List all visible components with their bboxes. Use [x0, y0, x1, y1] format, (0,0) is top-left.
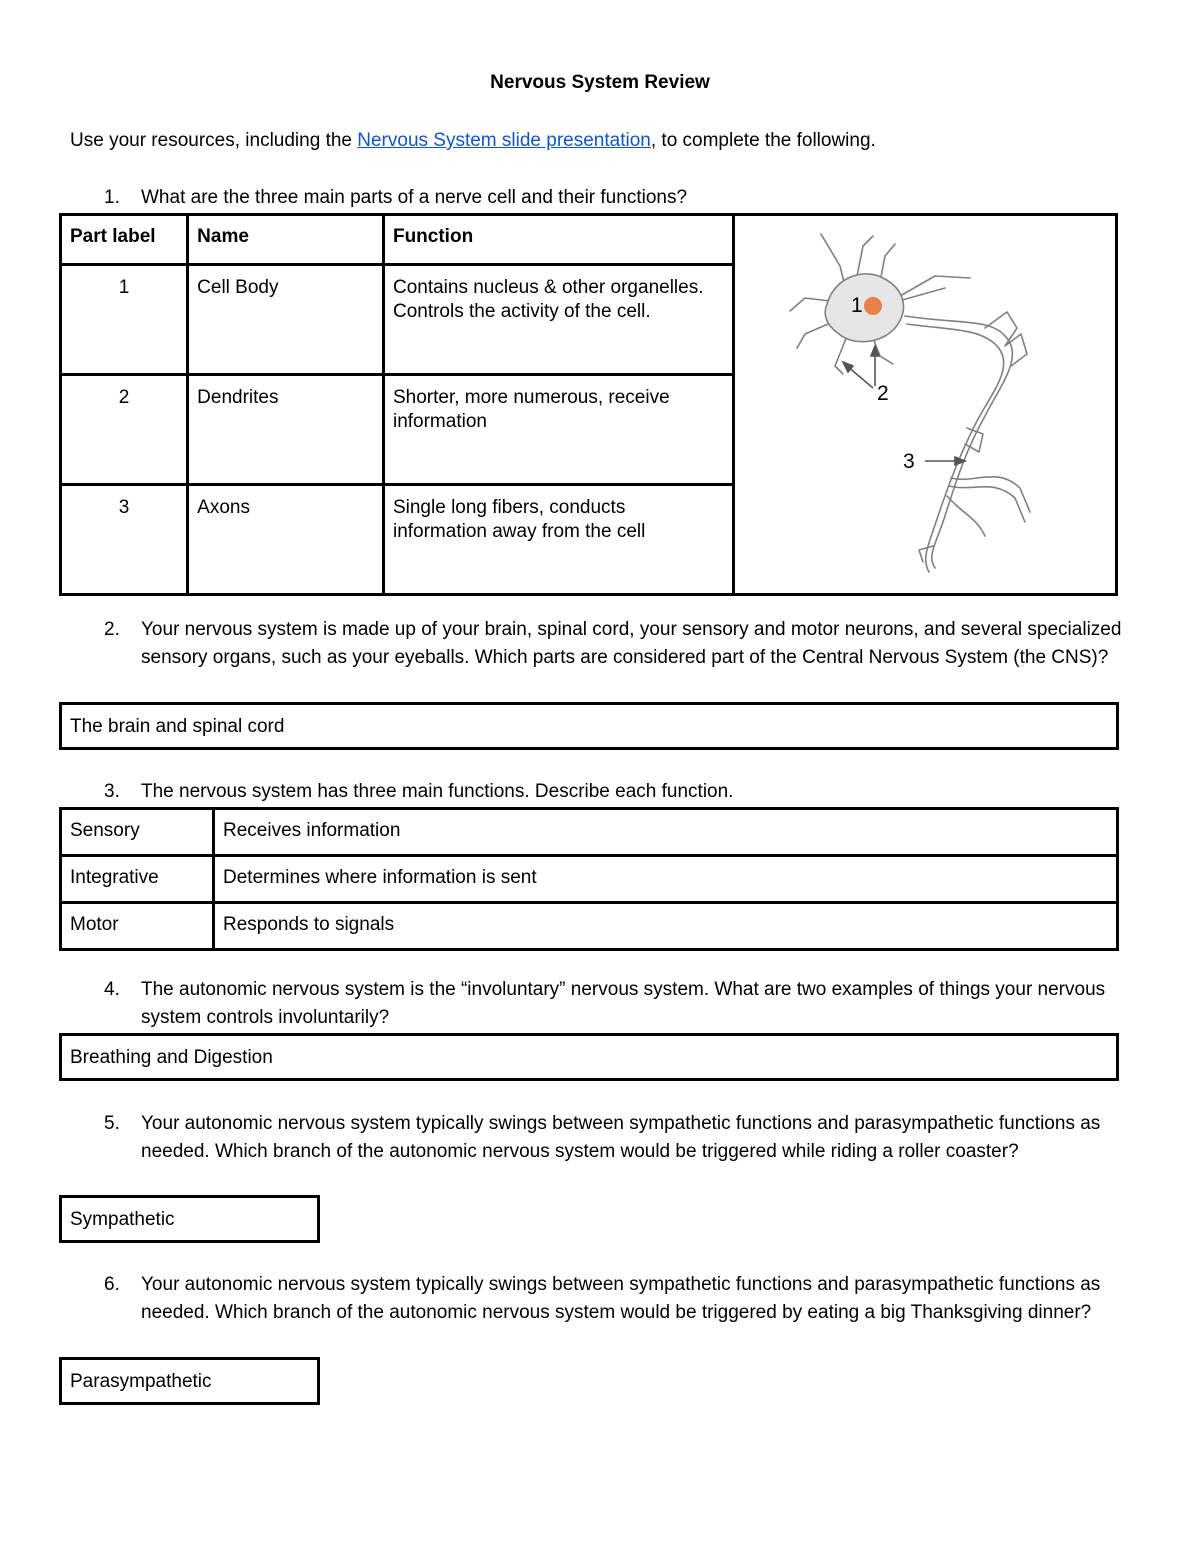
question-number: 1.: [104, 187, 120, 208]
part-name-cell: Dendrites: [188, 374, 384, 484]
part-name-cell: Cell Body: [188, 264, 384, 374]
question-number: 3.: [104, 781, 120, 802]
page-title: Nervous System Review: [490, 72, 710, 93]
part-function-cell: Shorter, more numerous, receive information: [383, 374, 733, 484]
table-row: [61, 856, 1118, 903]
question-text: The nervous system has three main functions. Describe each function.: [141, 781, 734, 802]
function-description-cell[interactable]: Receives information: [214, 809, 1118, 856]
question-2: [104, 616, 1124, 672]
function-name-cell: Motor: [61, 903, 214, 950]
answer-box-q6[interactable]: Parasympathetic: [59, 1357, 320, 1405]
question-number: 6.: [104, 1274, 120, 1295]
part-function-cell: Contains nucleus & other organelles. Controls the activity of the cell.: [383, 264, 733, 374]
part-label-cell: 1: [61, 264, 188, 374]
functions-table: [59, 807, 1119, 951]
intro-before: Use your resources, including the: [70, 130, 358, 151]
answer-box-q5[interactable]: Sympathetic: [59, 1195, 320, 1243]
header-part-label: Part label: [61, 215, 188, 265]
question-number: 5.: [104, 1113, 120, 1134]
function-description-cell[interactable]: Determines where information is sent: [214, 856, 1118, 903]
nucleus-dot: [864, 297, 882, 315]
function-description-cell[interactable]: Responds to signals: [214, 903, 1118, 950]
question-number: 4.: [104, 979, 120, 1000]
question-text: The autonomic nervous system is the “involuntary” nervous system. What are two examples of things your nervous system controls involuntarily?: [141, 979, 1106, 1028]
table-row: [61, 809, 1118, 856]
answer-box-q4[interactable]: Breathing and Digestion: [59, 1033, 1119, 1081]
intro-after: , to complete the following.: [650, 130, 876, 151]
neuron-diagram: [735, 216, 1115, 586]
part-label-cell: 3: [61, 484, 188, 594]
part-function-cell: Single long fibers, conducts information away from the cell: [383, 484, 733, 594]
question-text: Your nervous system is made up of your brain, spinal cord, your sensory and motor neurons, and several specialized sensory organs, such as your eyeballs. Which parts are considered part of the Central Nervous System (the CNS)?: [141, 619, 1122, 668]
diagram-label-1: 1: [851, 294, 863, 317]
nerve-cell-table: [59, 213, 1118, 596]
question-number: 2.: [104, 619, 120, 640]
question-text: Your autonomic nervous system typically swings between sympathetic functions and parasympathetic functions as needed. Which branch of the autonomic nervous system would be triggered while riding a roller coaster?: [141, 1113, 1101, 1162]
question-4: [104, 976, 1124, 1032]
function-name-cell: Sensory: [61, 809, 214, 856]
table-row: [61, 903, 1118, 950]
header-function: Function: [383, 215, 733, 265]
diagram-label-2: 2: [877, 382, 889, 405]
header-name: Name: [188, 215, 384, 265]
question-3: [104, 778, 1124, 806]
question-text: What are the three main parts of a nerve cell and their functions?: [141, 187, 688, 208]
question-1: [104, 184, 1124, 212]
question-text: Your autonomic nervous system typically swings between sympathetic functions and parasympathetic functions as needed. Which branch of the autonomic nervous system would be triggered by eating a big Thanksgiving dinner?: [141, 1274, 1101, 1323]
slide-presentation-link[interactable]: Nervous System slide presentation: [357, 130, 651, 151]
neuron-diagram-cell: [734, 215, 1117, 595]
question-6: [104, 1271, 1124, 1327]
intro-text: [70, 130, 876, 152]
question-5: [104, 1110, 1124, 1166]
answer-box-q2[interactable]: The brain and spinal cord: [59, 702, 1119, 750]
part-label-cell: 2: [61, 374, 188, 484]
part-name-cell: Axons: [188, 484, 384, 594]
function-name-cell: Integrative: [61, 856, 214, 903]
diagram-label-3: 3: [903, 450, 915, 473]
